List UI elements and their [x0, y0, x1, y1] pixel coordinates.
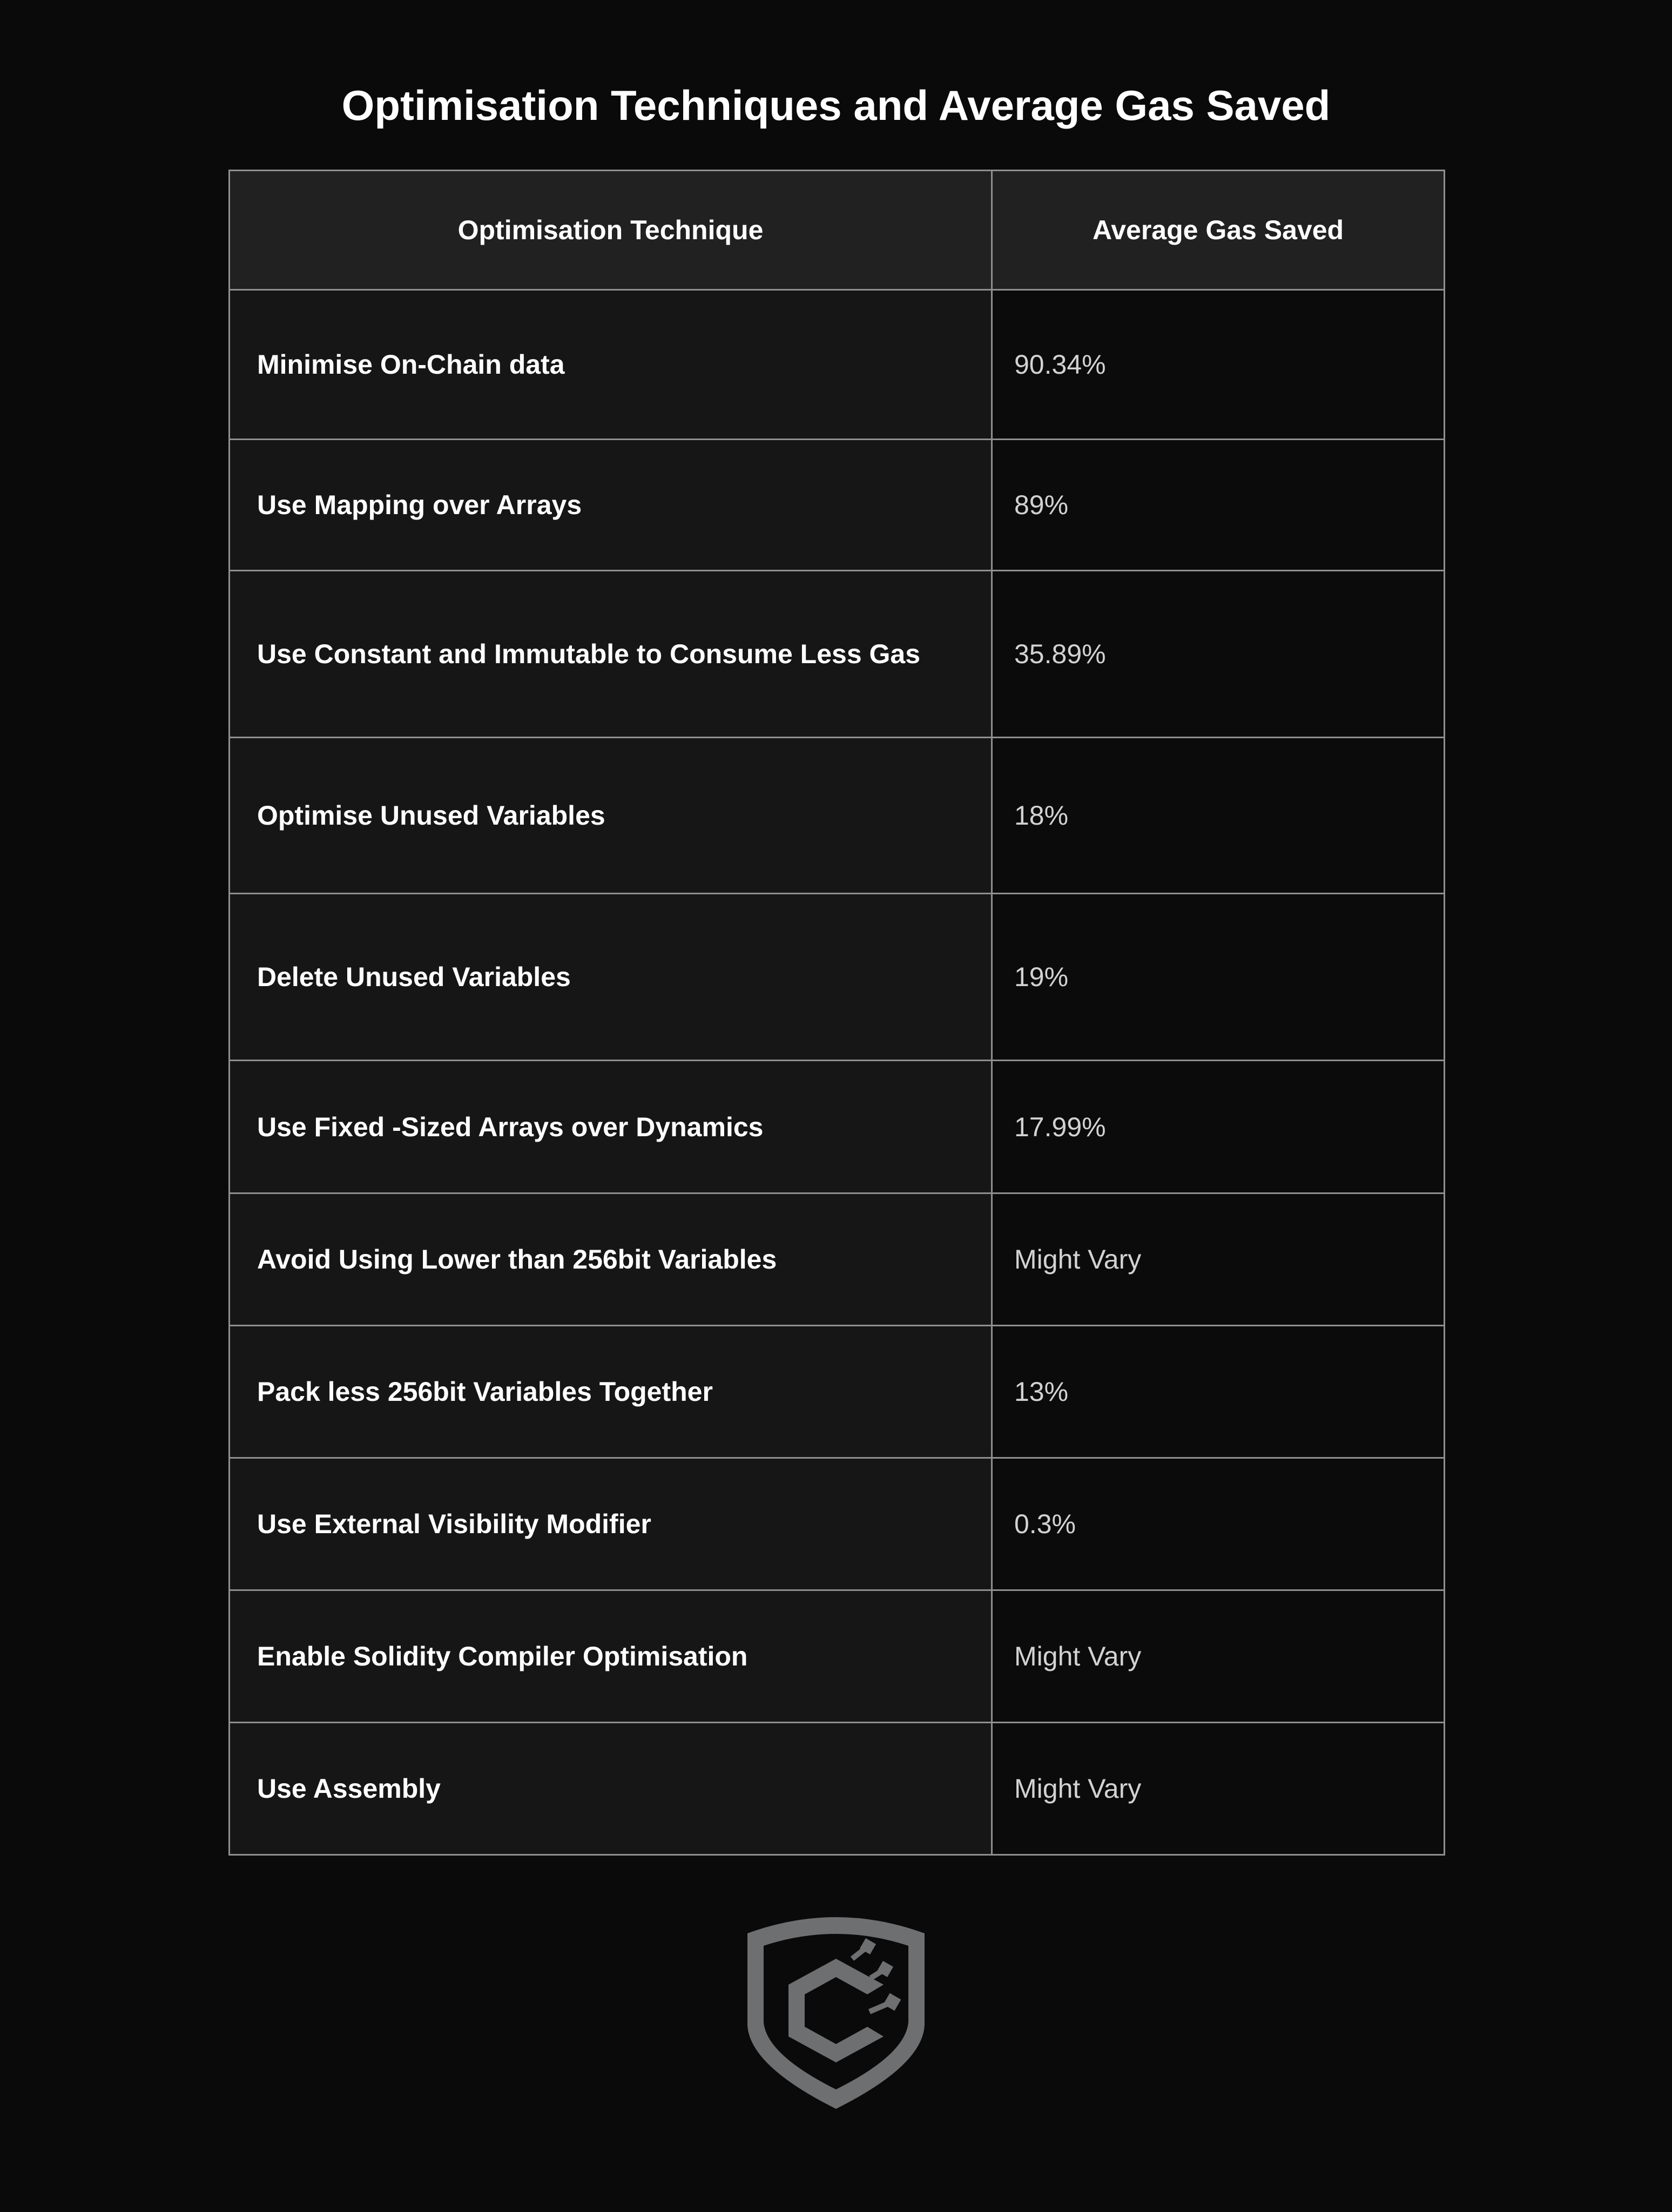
technique-cell: Optimise Unused Variables — [230, 738, 992, 894]
technique-cell: Use External Visibility Modifier — [230, 1458, 992, 1590]
gas-saved-cell: 89% — [992, 440, 1445, 571]
technique-cell: Enable Solidity Compiler Optimisation — [230, 1590, 992, 1723]
table-row — [230, 894, 1445, 1061]
table-row — [230, 571, 1445, 738]
gas-saved-cell: 19% — [992, 894, 1445, 1061]
column-header-technique: Optimisation Technique — [230, 171, 992, 290]
table-row — [230, 1193, 1445, 1326]
gas-saved-cell: 35.89% — [992, 571, 1445, 738]
table-row — [230, 290, 1445, 440]
gas-saved-cell: Might Vary — [992, 1723, 1445, 1855]
technique-cell: Minimise On-Chain data — [230, 290, 992, 440]
table-row — [230, 1590, 1445, 1723]
table-row — [230, 1723, 1445, 1855]
gas-saved-cell: 18% — [992, 738, 1445, 894]
gas-saved-cell: 90.34% — [992, 290, 1445, 440]
column-header-gas-saved: Average Gas Saved — [992, 171, 1445, 290]
table-row — [230, 738, 1445, 894]
gas-saved-cell: Might Vary — [992, 1590, 1445, 1723]
technique-cell: Delete Unused Variables — [230, 894, 992, 1061]
table-row — [230, 440, 1445, 571]
gas-saved-cell: 0.3% — [992, 1458, 1445, 1590]
gas-saved-cell: 13% — [992, 1326, 1445, 1458]
gas-saved-cell: 17.99% — [992, 1061, 1445, 1193]
gas-saved-cell: Might Vary — [992, 1193, 1445, 1326]
table-row — [230, 1458, 1445, 1590]
technique-cell: Use Assembly — [230, 1723, 992, 1855]
technique-cell: Use Mapping over Arrays — [230, 440, 992, 571]
page-title: Optimisation Techniques and Average Gas Saved — [341, 82, 1331, 129]
technique-cell: Avoid Using Lower than 256bit Variables — [230, 1193, 992, 1326]
table-row — [230, 1061, 1445, 1193]
shield-logo-icon — [744, 1909, 928, 2112]
gas-savings-table — [228, 170, 1445, 1856]
table-header-row — [230, 171, 1445, 290]
table-row — [230, 1326, 1445, 1458]
technique-cell: Use Constant and Immutable to Consume Less Gas — [230, 571, 992, 738]
technique-cell: Use Fixed -Sized Arrays over Dynamics — [230, 1061, 992, 1193]
technique-cell: Pack less 256bit Variables Together — [230, 1326, 992, 1458]
